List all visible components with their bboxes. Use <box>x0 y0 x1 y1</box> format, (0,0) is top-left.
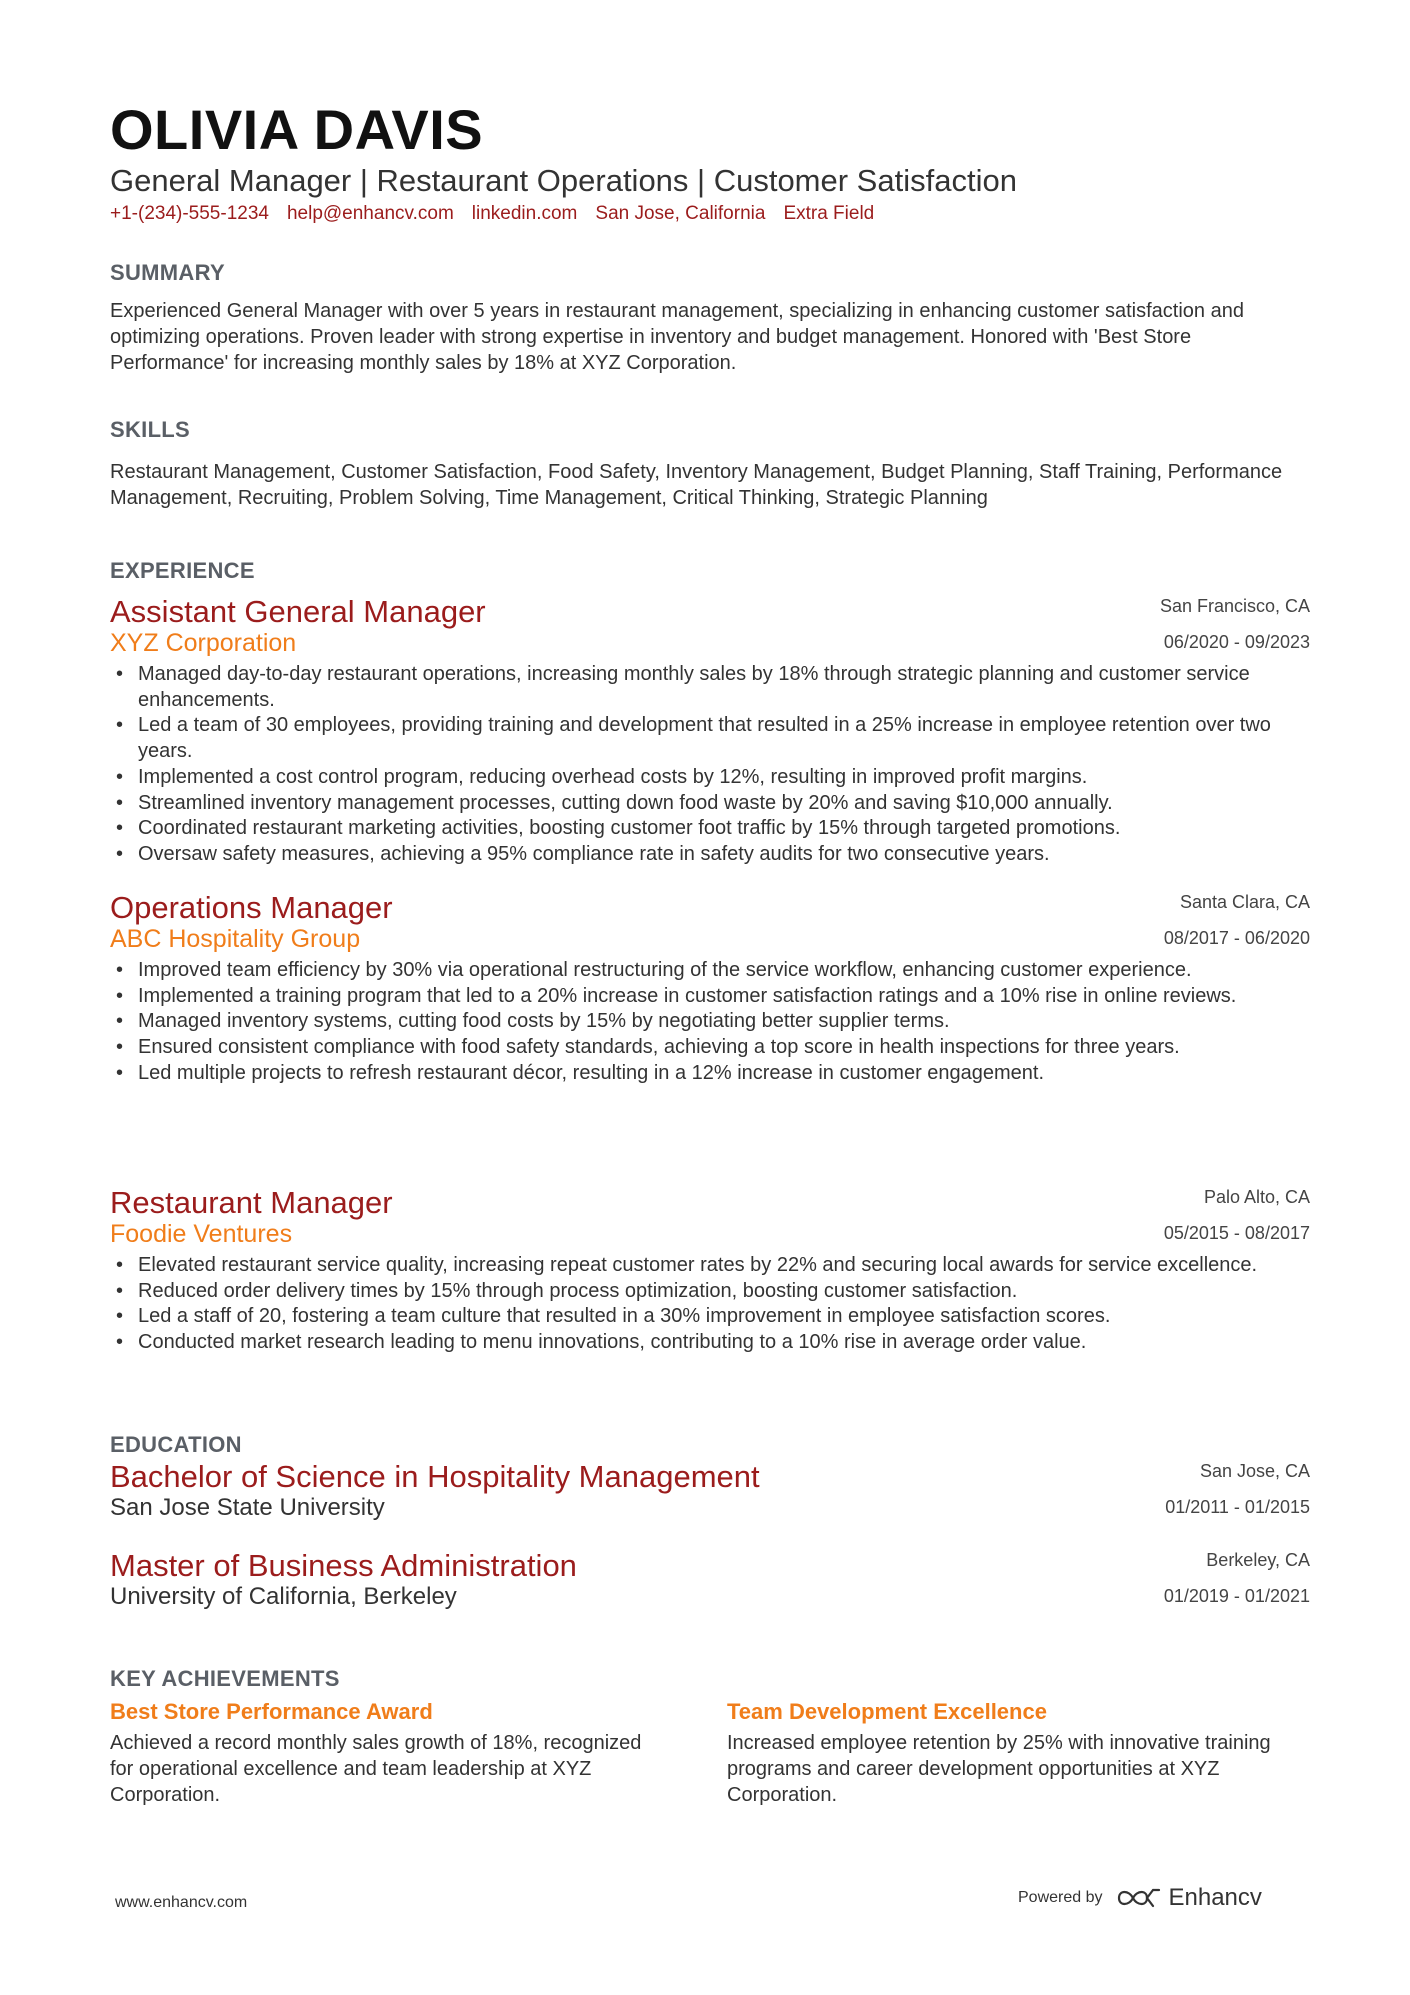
job-bullet: • Conducted market research leading to menu innovations, contributing to a 10% rise in average order value. <box>110 1330 1310 1356</box>
headline: General Manager | Restaurant Operations | Customer Satisfaction <box>110 163 1017 198</box>
education-heading: EDUCATION <box>110 1432 242 1457</box>
brand-name: Enhancv <box>1168 1884 1262 1911</box>
job-entry <box>110 890 1310 1087</box>
job-bullet: • Improved team efficiency by 30% via operational restructuring of the service workflow, enhancing customer experience. <box>110 958 1310 984</box>
education-dates: 01/2011 - 01/2015 <box>1165 1497 1310 1517</box>
skills-text: Restaurant Management, Customer Satisfaction, Food Safety, Inventory Management, Budget Planning, Staff Training, Performance Management, Recruiting, Problem Solving, Time Management, Critical Thinking, Strategic Planning <box>110 461 1283 509</box>
school: San Jose State University <box>110 1494 385 1521</box>
degree: Bachelor of Science in Hospitality Management <box>110 1459 760 1494</box>
job-company: XYZ Corporation <box>110 629 297 657</box>
achievement-title: Team Development Excellence <box>727 1699 1047 1724</box>
degree: Master of Business Administration <box>110 1548 577 1583</box>
achievement-title: Best Store Performance Award <box>110 1699 433 1724</box>
job-bullet: • Ensured consistent compliance with food safety standards, achieving a top score in health inspections for three years. <box>110 1035 1310 1061</box>
job-title: Restaurant Manager <box>110 1185 393 1220</box>
job-company: ABC Hospitality Group <box>110 925 361 953</box>
achievement-description: Increased employee retention by 25% with innovative training programs and career development opportunities at XYZ Corporation. <box>727 1732 1271 1806</box>
job-bullet: • Oversaw safety measures, achieving a 95% compliance rate in safety audits for two consecutive years. <box>110 842 1310 868</box>
job-bullet: • Streamlined inventory management processes, cutting down food waste by 20% and saving $10,000 annually. <box>110 791 1310 817</box>
achievement-description: Achieved a record monthly sales growth of 18%, recognized for operational excellence and team leadership at XYZ Corporation. <box>110 1732 642 1806</box>
job-location: Palo Alto, CA <box>1203 1187 1310 1207</box>
education-entry <box>110 1459 1310 1523</box>
job-bullets <box>110 958 1310 1087</box>
job-bullet: • Implemented a training program that led to a 20% increase in customer satisfaction ratings and a 10% rise in online reviews. <box>110 984 1310 1010</box>
job-dates: 08/2017 - 06/2020 <box>1163 928 1310 948</box>
job-bullet: • Managed inventory systems, cutting food costs by 15% by negotiating better supplier terms. <box>110 1009 1310 1035</box>
job-title: Operations Manager <box>110 890 393 925</box>
achievement-item <box>727 1698 1287 1808</box>
job-dates: 05/2015 - 08/2017 <box>1163 1223 1310 1243</box>
job-bullets <box>110 1253 1310 1356</box>
contact-phone[interactable]: +1-(234)-555-1234 <box>110 203 269 224</box>
powered-by-label: Powered by <box>1018 1889 1103 1906</box>
contact-email[interactable]: help@enhancv.com <box>286 203 454 224</box>
job-bullet: • Reduced order delivery times by 15% through process optimization, boosting customer satisfaction. <box>110 1279 1310 1305</box>
candidate-name: OLIVIA DAVIS <box>110 98 484 161</box>
contact-bar <box>110 202 874 226</box>
contact-extra-field: Extra Field <box>783 203 875 224</box>
education-dates: 01/2019 - 01/2021 <box>1163 1586 1310 1606</box>
school: University of California, Berkeley <box>110 1583 457 1610</box>
job-bullet: • Coordinated restaurant marketing activities, boosting customer foot traffic by 15% through targeted promotions. <box>110 816 1310 842</box>
experience-heading: EXPERIENCE <box>110 558 255 583</box>
job-bullet: • Led a staff of 20, fostering a team culture that resulted in a 30% improvement in employee satisfaction scores. <box>110 1304 1310 1330</box>
job-entry <box>110 594 1310 868</box>
summary-heading: SUMMARY <box>110 260 225 285</box>
job-location: Santa Clara, CA <box>1179 892 1310 912</box>
job-bullet: • Led multiple projects to refresh restaurant décor, resulting in a 12% increase in customer engagement. <box>110 1061 1310 1087</box>
education-entry <box>110 1548 1310 1612</box>
job-bullet: • Led a team of 30 employees, providing training and development that resulted in a 25% increase in employee retention over two years. <box>110 713 1310 764</box>
contact-linkedin[interactable]: linkedin.com <box>471 203 578 224</box>
job-bullet: • Implemented a cost control program, reducing overhead costs by 12%, resulting in improved profit margins. <box>110 765 1310 791</box>
job-location: San Francisco, CA <box>1159 596 1310 616</box>
summary-text: Experienced General Manager with over 5 years in restaurant management, specializing in enhancing customer satisfaction and optimizing operations. Proven leader with strong expertise in inventory and budget management. Honored with 'Best Store Performance' for increasing monthly sales by 18% at XYZ Corporation. <box>110 300 1244 374</box>
job-bullets <box>110 662 1310 868</box>
job-dates: 06/2020 - 09/2023 <box>1163 632 1310 652</box>
job-bullet: • Managed day-to-day restaurant operations, increasing monthly sales by 18% through strategic planning and customer service enhancements. <box>110 662 1310 713</box>
brand[interactable] <box>1117 1884 1262 1912</box>
education-location: San Jose, CA <box>1199 1461 1310 1481</box>
achievement-item <box>110 1698 670 1808</box>
footer-branding <box>1018 1884 1262 1912</box>
job-bullet: • Elevated restaurant service quality, increasing repeat customer rates by 22% and securing local awards for service excellence. <box>110 1253 1310 1279</box>
enhancv-logo-icon <box>1117 1886 1161 1910</box>
contact-location: San Jose, California <box>595 203 766 224</box>
job-company: Foodie Ventures <box>110 1220 293 1248</box>
achievements-heading: KEY ACHIEVEMENTS <box>110 1666 340 1691</box>
job-entry <box>110 1185 1310 1356</box>
education-location: Berkeley, CA <box>1206 1550 1310 1570</box>
skills-heading: SKILLS <box>110 417 191 442</box>
footer-url[interactable]: www.enhancv.com <box>115 1894 248 1911</box>
resume-page <box>110 0 1310 1995</box>
job-title: Assistant General Manager <box>110 594 486 629</box>
